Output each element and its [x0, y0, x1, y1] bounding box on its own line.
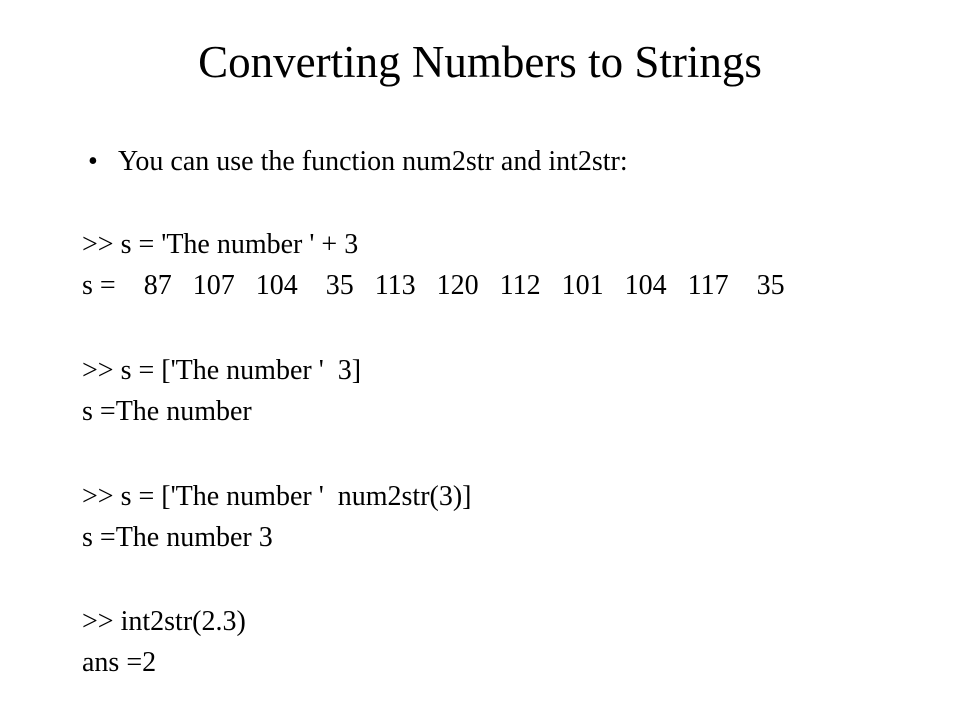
- bullet-text: You can use the function num2str and int2str:: [118, 146, 628, 177]
- command-line-2: >> s = ['The number ' 3]: [82, 355, 362, 386]
- command-line-1: >> s = 'The number ' + 3: [82, 229, 359, 260]
- output-line-1: s = 87 107 104 35 113 120 112 101 104 117 35: [82, 270, 785, 301]
- slide-title: Converting Numbers to Strings: [198, 37, 762, 87]
- bullet-glyph: •: [88, 146, 98, 177]
- output-line-4: ans =2: [82, 647, 157, 678]
- output-line-3: s =The number 3: [82, 522, 273, 553]
- command-line-3: >> s = ['The number ' num2str(3)]: [82, 481, 472, 512]
- command-line-4: >> int2str(2.3): [82, 606, 246, 637]
- bullet-item: [88, 142, 628, 182]
- output-line-2: s =The number: [82, 396, 266, 427]
